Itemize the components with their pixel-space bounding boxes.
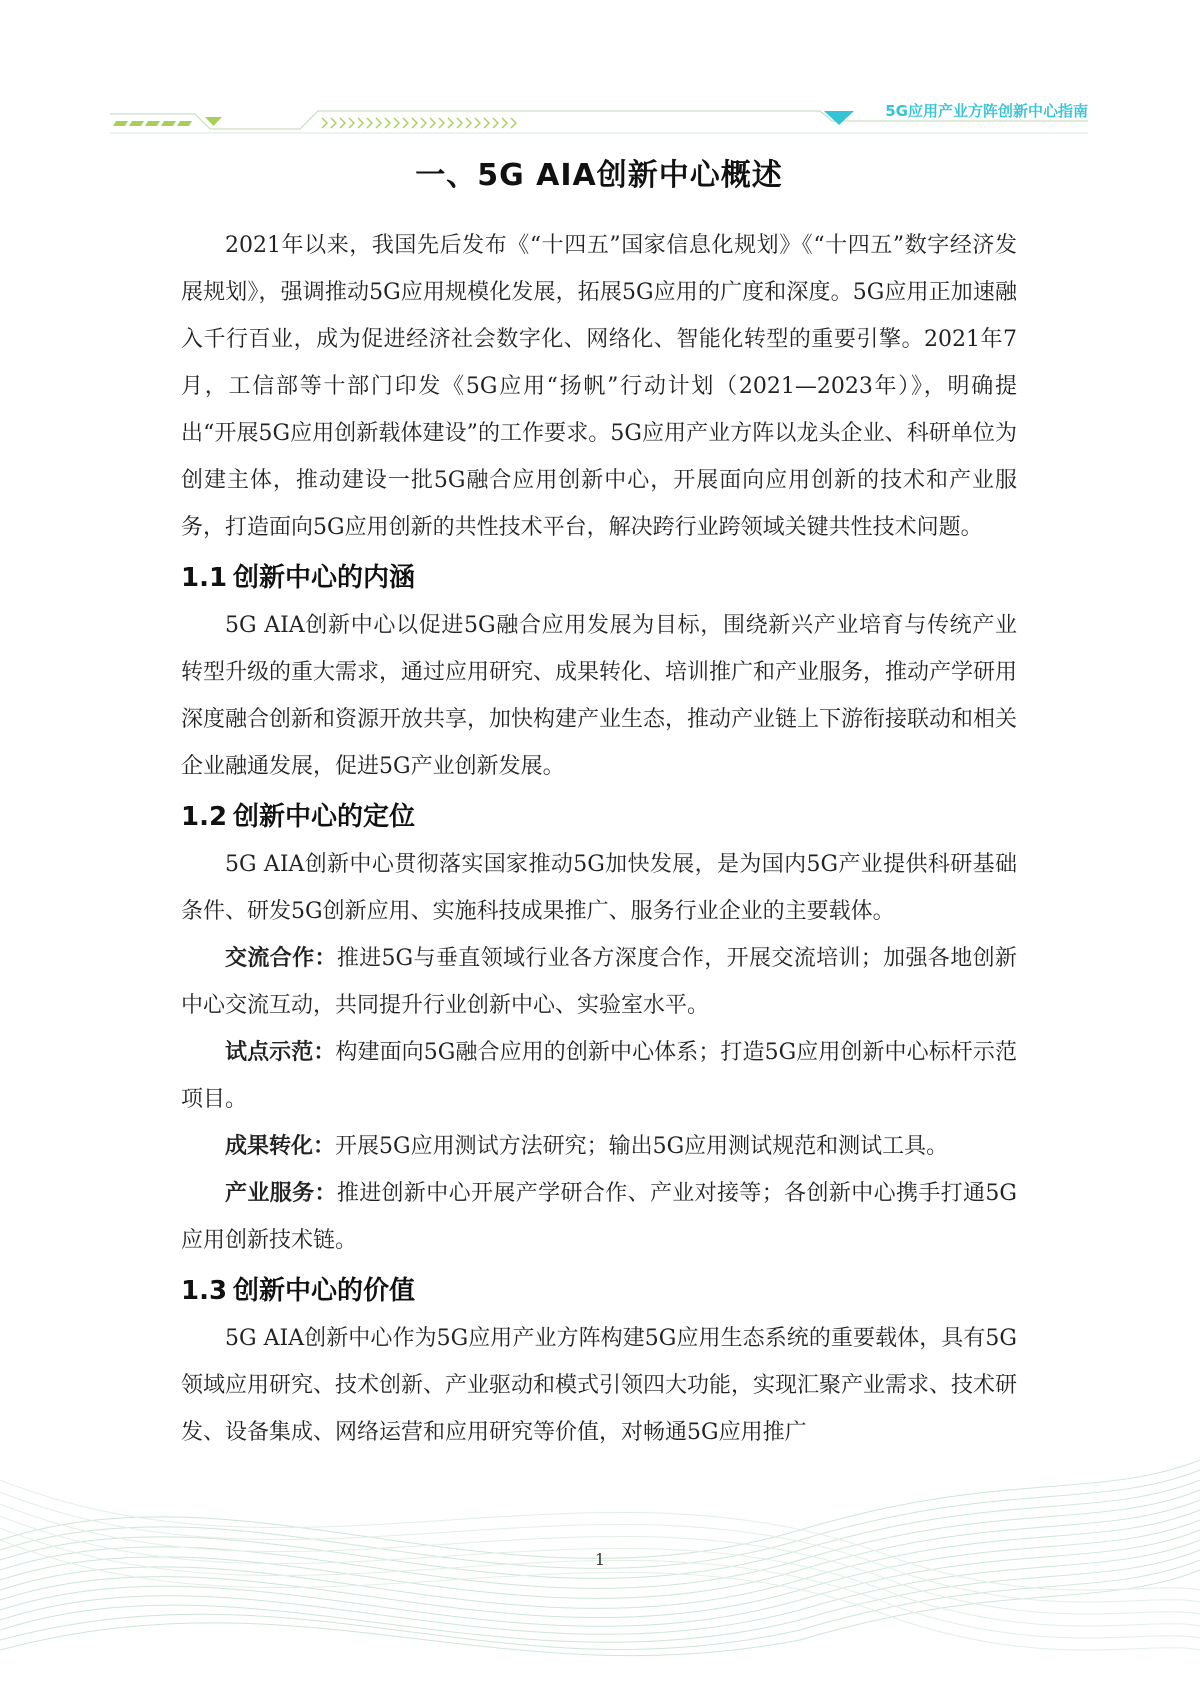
header-title: 5G应用产业方阵创新中心指南 xyxy=(885,102,1088,120)
section-title: 一、5G AIA创新中心概述 xyxy=(415,158,783,193)
page-content xyxy=(181,150,1017,1456)
chevron-pattern-icon xyxy=(322,118,516,128)
subsection-heading-1-2 xyxy=(181,796,1017,833)
header-decoration xyxy=(0,0,1200,150)
subsection-number: 1.1 xyxy=(181,563,228,593)
item-text: 推进创新中心开展产学研合作、产业对接等；各创新中心携手打通5G应用创新技术链。 xyxy=(181,1181,1017,1253)
item-lead: 成果转化： xyxy=(225,1134,336,1159)
green-stripes-icon xyxy=(113,121,192,126)
item-text: 推进5G与垂直领域行业各方深度合作，开展交流培训；加强各地创新中心交流互动，共同提升行业创新中心、实验室水平。 xyxy=(181,946,1017,1018)
item-lead: 试点示范： xyxy=(225,1040,336,1065)
list-item xyxy=(181,1123,1017,1170)
subsection-paragraph: 5G AIA创新中心作为5G应用产业方阵构建5G应用生态系统的重要载体，具有5G领域应用研究、技术创新、产业驱动和模式引领四大功能，实现汇聚产业需求、技术研发、设备集成、网络运营和应用研究等价值，对畅通5G应用推广 xyxy=(181,1326,1018,1445)
subsection-heading-1-1 xyxy=(181,557,1017,594)
subsection-title: 创新中心的定位 xyxy=(233,802,416,832)
list-item xyxy=(181,1170,1017,1264)
subsection-number: 1.2 xyxy=(181,802,228,832)
item-lead: 交流合作： xyxy=(225,946,337,971)
subsection-title: 创新中心的内涵 xyxy=(233,563,416,593)
subsection-paragraph: 5G AIA创新中心以促进5G融合应用发展为目标，围绕新兴产业培育与传统产业转型升级的重大需求，通过应用研究、成果转化、培训推广和产业服务，推动产学研用深度融合创新和资源开放共享，加快构建产业生态，推动产业链上下游衔接联动和相关企业融通发展，促进5G产业创新发展。 xyxy=(181,613,1018,779)
item-lead: 产业服务： xyxy=(225,1181,337,1206)
item-text: 构建面向5G融合应用的创新中心体系；打造5G应用创新中心标杆示范项目。 xyxy=(181,1040,1017,1112)
green-triangle-icon xyxy=(205,117,222,126)
subsection-paragraph: 5G AIA创新中心贯彻落实国家推动5G加快发展，是为国内5G产业提供科研基础条件、研发5G创新应用、实施科技成果推广、服务行业企业的主要载体。 xyxy=(181,852,1017,924)
intro-paragraph: 2021年以来，我国先后发布《“十四五”国家信息化规划》《“十四五”数字经济发展规划》，强调推动5G应用规模化发展，拓展5G应用的广度和深度。5G应用正加速融入千行百业，成为促进经济社会数字化、网络化、智能化转型的重要引擎。2021年7月，工信部等十部门印发《5G应用“扬帆”行动计划（2021—2023年）》，明确提出“开展5G应用创新载体建设”的工作要求。5G应用产业方阵以龙头企业、科研单位为创建主体，推动建设一批5G融合应用创新中心，开展面向应用创新的技术和产业服务，打造面向5G应用创新的共性技术平台，解决跨行业跨领域关键共性技术问题。 xyxy=(181,233,1017,540)
list-item xyxy=(181,935,1017,1029)
item-text: 开展5G应用测试方法研究；输出5G应用测试规范和测试工具。 xyxy=(335,1134,949,1159)
page-number: 1 xyxy=(594,1550,606,1569)
subsection-number: 1.3 xyxy=(181,1276,228,1306)
subsection-title: 创新中心的价值 xyxy=(233,1276,416,1306)
list-item xyxy=(181,1029,1017,1123)
subsection-heading-1-3 xyxy=(181,1270,1017,1307)
